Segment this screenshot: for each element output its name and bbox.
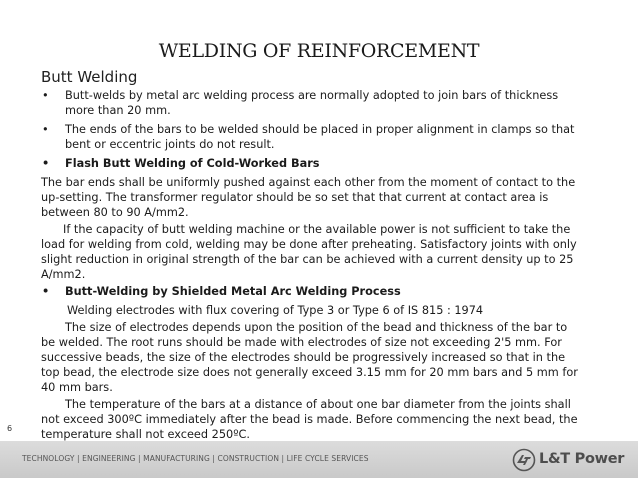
slide-body <box>41 86 581 442</box>
bullet-alignment: • The ends of the bars to be welded should be placed in proper alignment in clamps so that bent or eccentric joints do not result. <box>41 122 581 152</box>
smaw-paragraph-2: The temperature of the bars at a distance of about one bar diameter from the joints shall not exceed 300ºC immediately after the bead is made. Before commencing the next bead, the temperature shall not exceed 250ºC. <box>41 398 578 441</box>
flash-paragraph-1: The bar ends shall be uniformly pushed against each other from the moment of contact to the up-setting. The transformer regulator should be so set that that current at contact area is between 80 to 90 A/mm2. <box>41 176 576 219</box>
bullet-butt-welds: • Butt-welds by metal arc welding process are normally adopted to join bars of thickness more than 20 mm. <box>41 88 581 118</box>
lt-logo-icon <box>512 448 536 472</box>
smaw-paragraph-1: The size of electrodes depends upon the position of the bead and thickness of the bar to be welded. The root runs should be made with electrodes of size not exceeding 2'5 mm. For successive beads, the size of the electrodes should be progressively increased so that in the top bead, the electrode size does not generally exceed 3.15 mm for 20 mm bars and 5 mm for 40 mm bars. <box>41 321 578 394</box>
smaw-electrodes-line: Welding electrodes with flux covering of Type 3 or Type 6 of IS 815 : 1974 <box>67 304 484 317</box>
flash-paragraph-2: If the capacity of butt welding machine or the available power is not sufficient to take the load for welding from cold, welding may be done after preheating. Satisfactory joints with only slight reduction in original strength of the bar can be achieved with a current density up to 25 A/mm2. <box>41 223 577 281</box>
footer-tagline: TECHNOLOGY | ENGINEERING | MANUFACTURING | CONSTRUCTION | LIFE CYCLE SERVICES <box>22 454 369 463</box>
flash-butt-heading: • Flash Butt Welding of Cold-Worked Bars <box>41 156 581 171</box>
slide-title: WELDING OF REINFORCEMENT <box>158 40 480 62</box>
footer-bar <box>0 441 638 478</box>
brand-name: L&T Power <box>539 451 625 467</box>
smaw-heading: • Butt-Welding by Shielded Metal Arc Welding Process <box>41 284 581 299</box>
page-number: 6 <box>7 424 13 433</box>
section-subtitle: Butt Welding <box>41 68 138 86</box>
